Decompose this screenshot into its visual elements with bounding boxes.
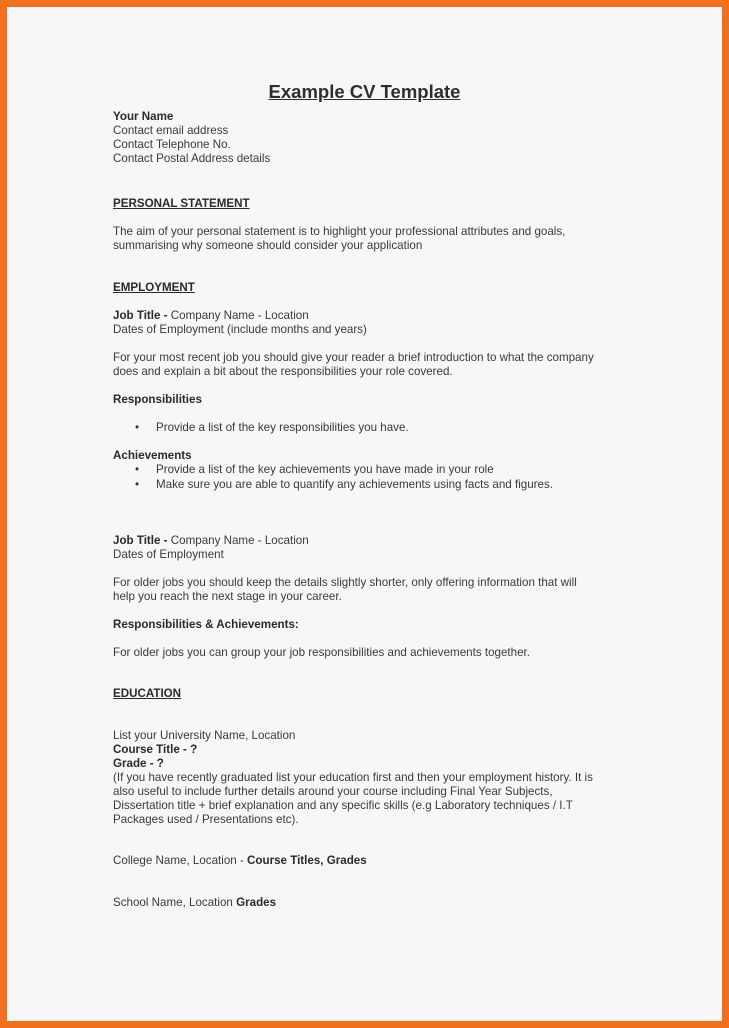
personal-statement-heading: PERSONAL STATEMENT: [113, 197, 250, 210]
personal-statement-line: summarising why someone should consider your application: [113, 239, 423, 252]
document-title: Example CV Template: [268, 81, 461, 102]
employment-heading: EMPLOYMENT: [113, 281, 195, 294]
achievement-item: Provide a list of the key achievements you have made in your role: [156, 463, 494, 476]
education-note-line: Packages used / Presentations etc).: [113, 813, 299, 826]
job1-company: Company Name - Location: [170, 309, 309, 322]
college-courses: Course Titles, Grades: [247, 854, 367, 867]
personal-statement-line: The aim of your personal statement is to highlight your professional attributes and goals,: [113, 225, 566, 238]
contact-address: Contact Postal Address details: [113, 152, 271, 165]
education-grade: Grade - ?: [113, 757, 164, 770]
job2-company: Company Name - Location: [170, 534, 309, 547]
job2-title-line: [113, 534, 309, 548]
education-college: [113, 854, 367, 868]
job1-dates: Dates of Employment (include months and years): [113, 323, 367, 336]
contact-name: Your Name: [113, 110, 174, 123]
job2-dates: Dates of Employment: [113, 548, 224, 561]
bullet-icon: •: [135, 463, 140, 476]
education-note-line: Dissertation title + brief explanation and any specific skills (e.g Laboratory techniques / I.T: [113, 799, 573, 812]
school-grades: Grades: [236, 896, 277, 909]
job2-title-label: Job Title -: [113, 534, 171, 547]
job1-responsibilities-heading: Responsibilities: [113, 393, 202, 406]
job1-intro-line: does and explain a bit about the responsibilities your role covered.: [113, 365, 453, 378]
job1-intro-line: For your most recent job you should give your reader a brief introduction to what the company: [113, 351, 594, 364]
job2-ra-heading: Responsibilities & Achievements:: [113, 618, 299, 631]
contact-email: Contact email address: [113, 124, 229, 137]
job2-ra-text: For older jobs you can group your job responsibilities and achievements together.: [113, 646, 530, 659]
education-note-line: (If you have recently graduated list your education first and then your employment history. It is: [113, 771, 593, 784]
college-name: College Name, Location -: [113, 854, 248, 867]
contact-phone: Contact Telephone No.: [113, 138, 231, 151]
education-heading: EDUCATION: [113, 687, 182, 700]
bullet-icon: •: [135, 478, 140, 491]
education-university: List your University Name, Location: [113, 729, 296, 742]
responsibility-item: Provide a list of the key responsibilities you have.: [156, 421, 409, 434]
job1-achievements-heading: Achievements: [113, 449, 192, 462]
achievement-item: Make sure you are able to quantify any achievements using facts and figures.: [156, 478, 553, 491]
school-name: School Name, Location: [113, 896, 237, 909]
job2-intro-line: help you reach the next stage in your career.: [113, 590, 342, 603]
education-school: [113, 896, 276, 910]
job1-title-line: [113, 309, 309, 323]
job1-title-label: Job Title -: [113, 309, 171, 322]
cv-document: [7, 7, 722, 1021]
education-course: Course Title - ?: [113, 743, 198, 756]
job2-intro-line: For older jobs you should keep the details slightly shorter, only offering information that will: [113, 576, 577, 589]
bullet-icon: •: [135, 421, 140, 434]
education-note-line: also useful to include further details around your course including Final Year Subjects,: [113, 785, 553, 798]
